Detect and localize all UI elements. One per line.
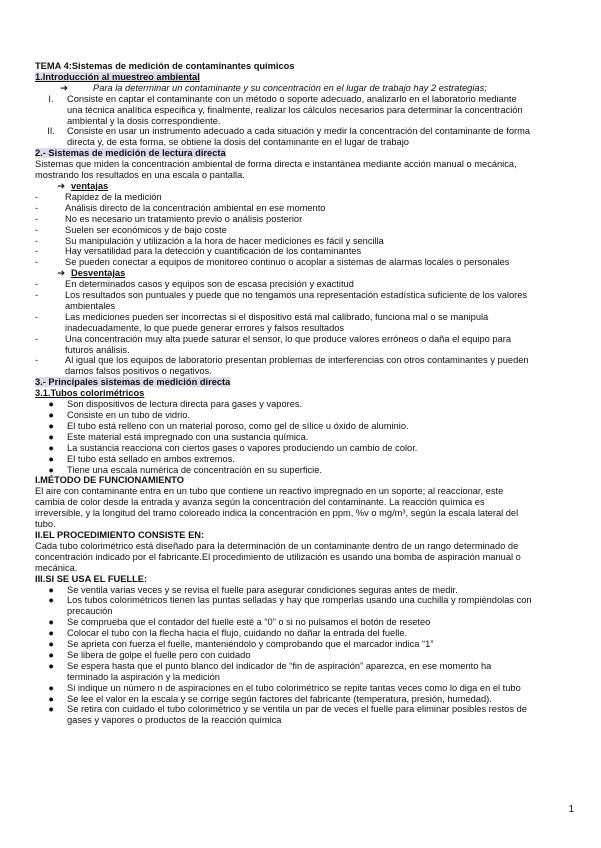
list-item-line: Su manipulación y utilización a la hora de hacer mediciones es fácil y sencilla (65, 235, 384, 246)
fuelle-bullet-item (35, 683, 575, 694)
list-item-line: El tubo está sellado en ambos extremos. (67, 453, 235, 464)
ventaja-item (35, 214, 575, 225)
arrow-right-icon: ➔ (57, 268, 65, 279)
list-item-line: Se retira con cuidado el tubo colorimétrico y se ventila un par de veces el fuelle para eliminar posibles restos de (67, 704, 527, 715)
list-item-line: ambientales (65, 300, 116, 311)
bullet-dot-icon: ● (48, 584, 54, 595)
desventaja-item (35, 290, 575, 312)
fuelle-bullet-item (35, 639, 575, 650)
list-item-line: Consiste en usar un instrumento adecuado a cada situación y medir la concentración del contaminante de forma (67, 126, 531, 137)
procedimiento-paragraph (35, 541, 575, 574)
fuelle-bullet-item (35, 661, 575, 683)
metodo-paragraph (35, 486, 575, 530)
list-item-line: Los resultados son puntuales y puede que no tengamos una representación estadística suficiente de los valores (65, 290, 528, 301)
list-item-text (65, 192, 575, 203)
ventajas-list (35, 192, 575, 268)
fuelle-bullet-item (35, 617, 575, 628)
list-item-line: Las mediciones pueden ser incorrectas si el dispositivo está mal calibrado, funciona mal o se manipula (65, 311, 489, 322)
list-item-line: El tubo está relleno con un material poroso, como gel de sílice u óxido de aluminio. (67, 420, 409, 431)
paragraph-line: El aire con contaminante entra en un tubo que contiene un reactivo impregnado en un soporte; al reaccionar, este (35, 486, 504, 497)
ventaja-item (35, 246, 575, 257)
document-body (35, 61, 575, 726)
list-item-line: Consiste en un tubo de vidrio. (67, 410, 191, 420)
list-item-line: directa y, de esta forma, se obtiene la dosis del contaminante en el lugar de trabajo (67, 137, 409, 148)
list-item-line: darnos falsos positivos o negativos. (65, 366, 212, 377)
list-item-text (67, 443, 575, 454)
desventajas-list (35, 279, 575, 377)
list-item-line: gases y vapores o productos de la reacción química (67, 715, 282, 726)
paragraph-line: tubo. (35, 519, 56, 530)
list-item-line: Son dispositivos de lectura directa para gases y vapores. (67, 399, 303, 410)
bullet-dot-icon: ● (48, 410, 54, 420)
dash-bullet: - (35, 246, 39, 257)
dash-bullet: - (35, 333, 39, 344)
bullet-dot-icon: ● (48, 399, 54, 410)
list-item-line: Rapidez de la medición (65, 191, 162, 202)
list-item-text (65, 246, 575, 257)
list-item-line: Se libera de golpe el fuelle pero con cuidado (67, 649, 251, 660)
tubos-bullet-list (35, 399, 575, 475)
ventaja-item (35, 203, 575, 214)
dash-bullet: - (35, 235, 39, 246)
tubo-bullet-item (35, 465, 575, 476)
paragraph-line: Cada tubo colorimétrico está diseñado para la determinación de un contaminante dentro de un rango determinado de (35, 540, 519, 551)
desventajas-label: ➔ Desventajas (35, 268, 575, 279)
list-item-text (65, 225, 575, 236)
list-item-line: La sustancia reacciona con ciertos gases o vapores produciendo un cambio de color. (67, 442, 418, 453)
list-item-text (67, 639, 575, 650)
list-item-text (67, 595, 575, 617)
list-item-line: Este material está impregnado con una sustancia química. (67, 431, 309, 442)
section-2-heading: 2.- Sistemas de medición de lectura directa (35, 148, 226, 159)
list-item-line: Se comprueba que el contador del fuelle esté a “0” o si no pulsamos el botón de reseteo (67, 617, 431, 628)
paragraph-line: cambia de color desde la entrada y avanza según la concentración del contaminante. La reacción química es (35, 497, 485, 508)
list-item-line: Hay versatilidad para la detección y cuantificación de los contaminantes (65, 246, 362, 257)
list-item-text (67, 454, 575, 465)
list-item-text (65, 214, 575, 225)
list-item-text (67, 432, 575, 443)
roman-numeral: I. (48, 93, 54, 104)
fuelle-bullet-item (35, 704, 575, 726)
list-item-text (67, 410, 575, 421)
list-item-line: Se lee el valor en la escala y se corrige según factores del fabricante (temperatura, presión, humedad). (67, 693, 492, 704)
dash-bullet: - (35, 257, 39, 268)
desventaja-item (35, 312, 575, 334)
section-2-intro-line: Sistemas que miden la concentración ambiental de forma directa e instantánea mediante acción manual o mecánica, (35, 159, 517, 170)
list-item-line: Análisis directo de la concentración ambiental en ese momento (65, 202, 326, 213)
page-number: 1 (568, 804, 574, 815)
paragraph-line: mecánica. (35, 562, 78, 573)
bullet-dot-icon: ● (48, 617, 54, 628)
list-item-text (67, 94, 575, 127)
bullet-dot-icon: ● (48, 649, 54, 660)
list-item-text (67, 421, 575, 432)
procedimiento-heading: II.EL PROCEDIMIENTO CONSISTE EN: (35, 529, 205, 540)
list-item-text (65, 334, 575, 356)
section-1-intro: ➔ Para la determinar un contaminante y su concentración en el lugar de trabajo hay 2 estrategias; (35, 83, 575, 94)
paragraph-line: concentración indicado por el fabricante.El procedimiento de utilización es usando una bomba de aspiración manual o (35, 551, 521, 562)
fuelle-bullet-item (35, 694, 575, 705)
list-item-line: inadecuadamente, lo que puede generar errores y falsos resultados (65, 322, 345, 333)
bullet-dot-icon: ● (48, 420, 54, 431)
list-item-text (65, 355, 575, 377)
fuelle-bullet-list (35, 585, 575, 727)
fuelle-bullet-item (35, 585, 575, 596)
dash-bullet: - (35, 355, 39, 366)
dash-bullet: - (35, 224, 39, 235)
list-item-line: Se aprieta con fuerza el fuelle, manteniéndolo y comprobando que el marcador indica “1” (67, 639, 434, 650)
list-item-text (65, 257, 575, 268)
metodo-heading: I.MÉTODO DE FUNCIONAMIENTO (35, 475, 184, 486)
arrow-right-icon: ➔ (60, 82, 68, 93)
list-item-line: En determinados casos y equipos son de escasa precisión y exactitud (65, 279, 354, 290)
tubo-bullet-item (35, 421, 575, 432)
bullet-dot-icon: ● (48, 431, 54, 442)
strategy-list (35, 94, 575, 149)
list-item-line: Se pueden conectar a equipos de monitoreo continuo o acoplar a sistemas de alarmas locales o personales (65, 257, 510, 268)
bullet-dot-icon: ● (48, 442, 54, 453)
bullet-dot-icon: ● (48, 639, 54, 650)
bullet-dot-icon: ● (48, 704, 54, 715)
list-item-text (67, 694, 575, 705)
ventaja-item (35, 257, 575, 268)
list-item-line: futuros análisis. (65, 344, 130, 355)
dash-bullet: - (35, 191, 39, 202)
paragraph-line: irreversible, y la longitud del tramo coloreado indica la concentración en ppm, %v o mg/m³, según la escala lateral del (35, 508, 519, 519)
section-3-heading: 3.- Principales sistemas de medición directa (35, 377, 231, 388)
subsection-tubos-heading: 3.1.Tubos colorimétricos (35, 388, 145, 399)
list-item-text (65, 279, 575, 290)
desventaja-item (35, 355, 575, 377)
list-item-line: No es necesario un tratamiento previo o análisis posterior (65, 213, 303, 224)
list-item-text (67, 399, 575, 410)
fuelle-heading: III.SI SE USA EL FUELLE: (35, 573, 148, 584)
list-item-text (65, 290, 575, 312)
list-item-text (67, 628, 575, 639)
section-2-intro-line: mostrando los resultados en una escala o pantalla. (35, 170, 245, 181)
list-item-line: Se ventila varias veces y se revisa el fuelle para asegurar condiciones seguras antes de medir. (67, 584, 458, 595)
strategy-item (35, 94, 575, 127)
dash-bullet: - (35, 213, 39, 224)
tubo-bullet-item (35, 432, 575, 443)
tubo-bullet-item (35, 399, 575, 410)
arrow-right-icon: ➔ (57, 180, 65, 191)
bullet-dot-icon: ● (48, 660, 54, 671)
ventajas-label: ➔ ventajas (35, 181, 575, 192)
list-item-line: Los tubos colorimétricos tienen las puntas selladas y hay que romperlas usando una cuchilla y rompiéndolas con (67, 595, 532, 606)
list-item-text (67, 126, 575, 148)
list-item-line: precaución (67, 606, 113, 617)
bullet-dot-icon: ● (48, 628, 54, 639)
document-title: TEMA 4:Sistemas de medición de contaminantes químicos (35, 61, 295, 71)
list-item-text (65, 236, 575, 247)
desventaja-item (35, 334, 575, 356)
bullet-dot-icon: ● (48, 595, 54, 606)
ventaja-item (35, 225, 575, 236)
list-item-line: Tiene una escala numérica de concentración en su superficie. (67, 464, 322, 475)
section-1-heading: 1.Introducción al muestreo ambiental (35, 71, 200, 82)
bullet-dot-icon: ● (48, 693, 54, 704)
desventaja-item (35, 279, 575, 290)
list-item-line: ambiental y la dosis correspondiente. (67, 115, 221, 126)
list-item-text (67, 617, 575, 628)
list-item-line: Si indique un número n de aspiraciones en el tubo colorimétrico se repite tantas veces como lo diga en el tubo (67, 682, 521, 693)
tubo-bullet-item (35, 443, 575, 454)
bullet-dot-icon: ● (48, 453, 54, 464)
list-item-text (65, 203, 575, 214)
dash-bullet: - (35, 202, 39, 213)
list-item-line: Una concentración muy alta puede saturar el sensor, lo que produce valores erróneos o daña el equipo para (65, 333, 512, 344)
roman-numeral: II. (47, 126, 55, 137)
dash-bullet: - (35, 290, 39, 301)
list-item-line: Consiste en captar el contaminante con un método o soporte adecuado, analizarlo en el laboratorio mediante (67, 93, 517, 104)
list-item-line: Colocar el tubo con la flecha hacia el flujo, cuidando no dañar la entrada del fuelle. (67, 628, 408, 639)
list-item-text (67, 465, 575, 476)
dash-bullet: - (35, 279, 39, 290)
ventaja-item (35, 192, 575, 203)
list-item-line: una técnica analítica especifica y, finalmente, realizar los cálculos necesarios para determinar la concentración (67, 104, 523, 115)
fuelle-bullet-item (35, 628, 575, 639)
list-item-line: terminado la aspiración y la medición (67, 671, 220, 682)
strategy-item (35, 126, 575, 148)
bullet-dot-icon: ● (48, 682, 54, 693)
ventaja-item (35, 236, 575, 247)
list-item-line: Al igual que los equipos de laboratorio presentan problemas de interferencias con otros contaminantes y pueden (65, 355, 529, 366)
tubo-bullet-item (35, 410, 575, 421)
bullet-dot-icon: ● (48, 464, 54, 475)
fuelle-bullet-item (35, 595, 575, 617)
tubo-bullet-item (35, 454, 575, 465)
dash-bullet: - (35, 311, 39, 322)
list-item-text (67, 704, 575, 726)
list-item-text (65, 312, 575, 334)
list-item-text (67, 650, 575, 661)
fuelle-bullet-item (35, 650, 575, 661)
list-item-text (67, 585, 575, 596)
list-item-line: Suelen ser económicos y de bajo coste (65, 224, 227, 235)
list-item-line: Se espera hasta que el punto blanco del indicador de “fin de aspiración” aparezca, en ese momento ha (67, 660, 492, 671)
list-item-text (67, 683, 575, 694)
list-item-text (67, 661, 575, 683)
